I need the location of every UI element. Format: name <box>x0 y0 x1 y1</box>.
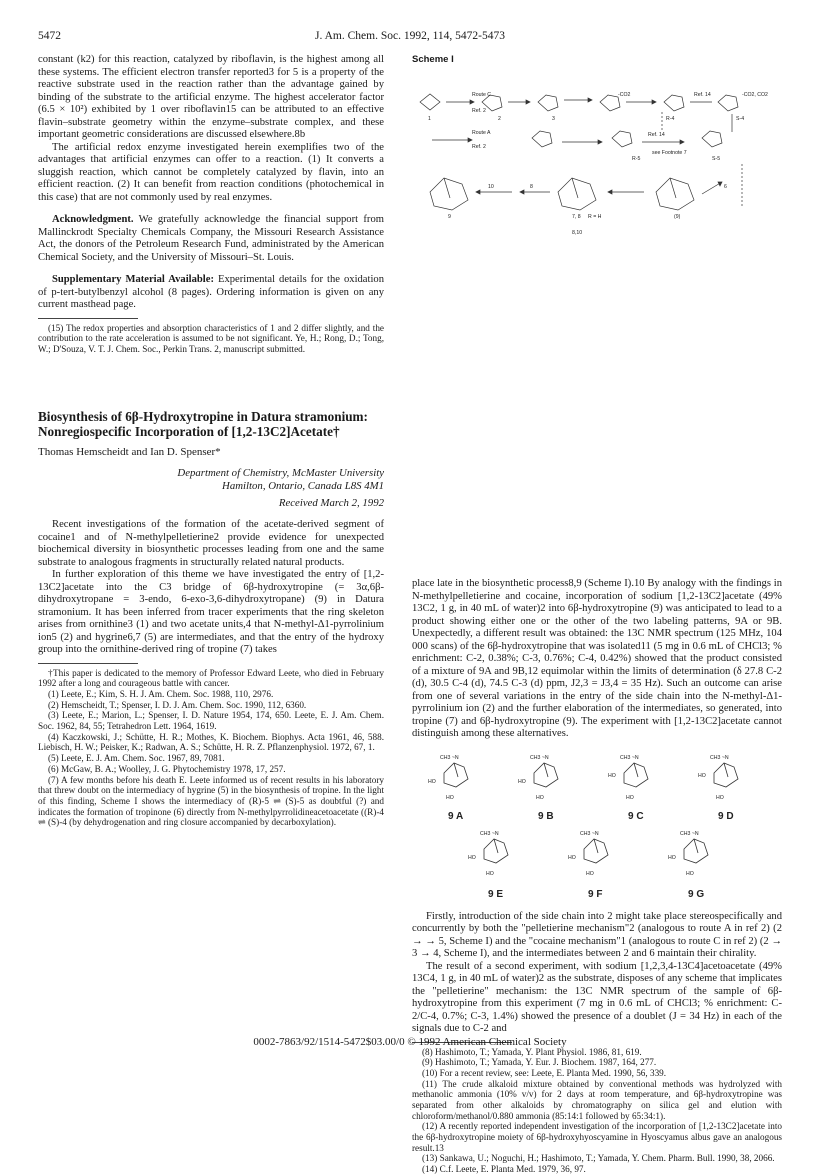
paragraph: Firstly, introduction of the side chain into 2 might take place stereospecifically and concurrently by both the "pelletierine mechanism"2 (analogous to route A in ref 2) (2 → → 5, Scheme I) and the "cocaine mechanism"1 (analogous to route C in ref 2) (2 → 3 → 4, Scheme I), and the intermediates between 2 and 6 maintain their chirality. <box>412 910 782 959</box>
svg-text:CH3 ~N: CH3 ~N <box>480 830 499 837</box>
acknowledgment <box>38 214 384 264</box>
scheme-diagram <box>412 72 782 242</box>
n-methyl-label: CH3 ~N <box>440 754 459 761</box>
scheme-figure <box>412 54 782 574</box>
svg-text:8,10: 8,10 <box>572 230 583 236</box>
paragraph: Recent investigations of the formation of the acetate-derived segment of cocaine1 and of N-methylpelletierine2 provide evidence for unexpected biochemical diversity in biosynthetic processes leading from one and the same substrate to analogous fragments in structurally related natural products. <box>38 519 384 568</box>
svg-text:CH3 ~N: CH3 ~N <box>620 754 639 761</box>
svg-text:HO: HO <box>428 778 436 785</box>
right-column <box>412 578 782 1175</box>
svg-text:3: 3 <box>552 116 555 122</box>
footnotes-right <box>412 1047 782 1175</box>
scheme-labels <box>428 92 768 236</box>
svg-text:CH3 ~N: CH3 ~N <box>530 754 549 761</box>
footnote: (13) Sankawa, U.; Noguchi, H.; Hashimoto, T.; Yamada, Y. Chem. Pharm. Bull. 1990, 38, 2066. <box>422 1153 775 1164</box>
affiliation-line: Hamilton, Ontario, Canada L8S 4M1 <box>222 479 384 492</box>
footnotes-bottom <box>38 668 384 828</box>
article-title: Biosynthesis of 6β-Hydroxytropine in Datura stramonium: Nonregiospecific Incorporation of [1,2-13C2]Acetate† <box>38 408 368 440</box>
page-number: 5472 <box>38 30 61 42</box>
structure-figure <box>412 749 782 905</box>
svg-text:see Footnote 7: see Footnote 7 <box>652 150 687 156</box>
svg-text:HO: HO <box>486 870 494 877</box>
footnote: (8) Hashimoto, T.; Yamada, Y. Plant Physiol. 1986, 81, 619. <box>422 1046 642 1057</box>
footnotes-top <box>38 323 384 355</box>
svg-text:HO: HO <box>468 854 476 861</box>
structure-label-9d: 9 D <box>718 810 734 822</box>
svg-text:HO: HO <box>608 772 616 779</box>
footnote: †This paper is dedicated to the memory of Professor Edward Leete, who died in February 1992 after a long and courageous battle with cancer. <box>38 667 384 689</box>
paragraph: constant (k2) for this reaction, catalyzed by riboflavin, is the highest among all these systems. The efficient electron transfer reported3 for 5 is a property of the reactive substrate used in the reaction rather than the advantage gained by binding of the substrate to the artificial enzyme. The highest accelerator factor (6.5 × 10²) exhibited by 1 over riboflavin15 can be attributed to an effective flavin–substrate geometry within the enzyme–substrate complex, and these important geometric considerations are discussed elsewhere.8b <box>38 54 384 140</box>
footnote: (7) A few months before his death E. Leete informed us of recent results in his laboratory that threw doubt on the intermediacy of hygrine (5) in the biosynthesis of tropine. In the light of this finding, Scheme I shows the intermediacy of (R)-5 ⇌ (S)-5 as doubtful (?) and indicates the formation of tropinone (6) directly from N-methylpyrrolidineacetoacetate ((R)-4 ⇌ (S)-4 (by dehydrogenation and ring closure accompanied by decarboxylation). <box>38 774 384 828</box>
footnote: (10) For a recent review, see: Leete, E. Planta Med. 1990, 56, 339. <box>422 1067 667 1078</box>
page-footer: 0002-7863/92/1514-5472$03.00/0 © 1992 American Chemical Society <box>253 1036 567 1048</box>
paragraph: The result of a second experiment, with sodium [1,2,3,4-13C4]acetoacetate (49% 13C4, 1 g, in 40 mL of water)2 as the substrate, disposes of any scheme that implicates the "pelletierine" mechanism: the 13C NMR spectrum of the sample of 6β-hydroxytropine from this experiment (7 mg in 0.6 mL of CHCl3; % enrichment: C-2/C-4, 0.7%; C-3, 1.4%) showed the presence of a doublet (J = 34 Hz) in each of the signals due to C-2 and <box>412 960 782 1034</box>
paragraph: The artificial redox enzyme investigated herein exemplifies two of the advantages that artificial enzymes can offer to a reaction. (1) It converts a sluggish reaction, which cannot be completely catalyzed by flavin, into an efficient reaction. (2) It can benefit from reaction conditions (photochemical in this case) that are not commonly used by real enzymes. <box>38 141 384 203</box>
footnote: (4) Kaczkowski, J.; Schütte, H. R.; Mothes, K. Biochem. Biophys. Acta 1961, 46, 588. Liebisch, H. W.; Peisker, K.; Radwan, A. S.; Schütte, H. R. Z. Pflanzenphysiol. 1972, 67, 1. <box>38 731 384 753</box>
svg-text:Ref. 2: Ref. 2 <box>472 108 486 114</box>
footnote: (2) Hemscheidt, T.; Spenser, I. D. J. Am. Chem. Soc. 1990, 112, 6360. <box>48 699 307 710</box>
structure-label-9f: 9 F <box>588 888 603 900</box>
svg-text:Route C: Route C <box>472 92 492 98</box>
svg-text:-CO2: -CO2 <box>618 92 631 98</box>
paragraph: place late in the biosynthetic process8,9 (Scheme I).10 By analogy with the findings in N-methylpelletierine and cocaine, incorporation of sodium [1,2-13C2]acetate (49% 13C2, 1 g, in 40 mL of water)2 into 6β-hydroxytropine (9) was anticipated to lead to a product showing either one or the other of the two labeling patterns, 9A or 9B. Unexpectedly, a different result was obtained: the 13C NMR spectrum (125 MHz, 104 000 scans) of the 6β-hydroxytropine that was isolated11 (5 mg in 0.6 mL of CHCl3; % enrichment: C-2, 0.38%; C-3, 0.76%; C-4, 0.42%) showed that the product consisted of a mixture of 9A and 9B,12 equimolar within the limits of determination (δ 27.8 C-2 (d), 30.5 C-4 (d), 74.5 C-3 (d) ppm, J2,3 = J3,4 = 35 Hz). Such an outcome can arise from one of several variations in the entry of the side chain into the N-methyl-Δ1-pyrrolinium ion (2) and the further elaboration of the intermediates, so generated, into tropine (7) and 6β-hydroxytropine (9). The experiment with [1,2-13C2]acetate cannot distinguish among these alternatives. <box>412 578 782 739</box>
svg-text:CH3 ~N: CH3 ~N <box>710 754 729 761</box>
footnote: (14) C.f. Leete, E. Planta Med. 1979, 36, 97. <box>422 1163 586 1174</box>
supplementary-material <box>38 274 384 312</box>
svg-text:Ref. 14: Ref. 14 <box>648 132 665 138</box>
structure-labels <box>428 755 734 900</box>
received-date: Received March 2, 1992 <box>278 496 384 509</box>
svg-text:HO: HO <box>686 870 694 877</box>
svg-text:Ref. 14: Ref. 14 <box>694 92 711 98</box>
svg-text:HO: HO <box>518 778 526 785</box>
svg-text:10: 10 <box>488 184 494 190</box>
running-header <box>38 30 782 46</box>
svg-text:HO: HO <box>698 772 706 779</box>
svg-text:Route A: Route A <box>472 130 491 136</box>
svg-text:HO: HO <box>668 854 676 861</box>
supplementary-text: Experimental details for the oxidation of p-tert-butylbenzyl alcohol (8 pages). Ordering information is given on any current masthead page. <box>38 274 384 310</box>
svg-text:-CO2, CO2: -CO2, CO2 <box>742 92 768 98</box>
footnote: (15) The redox properties and absorption characteristics of 1 and 2 differ slightly, and the contribution to the rate acceleration is assumed to be not significant. Ye, H.; Rong, D.; Tong, W.; D'Souza, V. T. J. Chem. Soc., Perkin Trans. 2, manuscript submitted. <box>38 322 384 354</box>
acknowledgment-label: Acknowledgment. <box>52 214 134 225</box>
affiliation <box>38 467 384 493</box>
svg-text:CH3 ~N: CH3 ~N <box>580 830 599 837</box>
footnote-rule <box>38 318 138 319</box>
footnote: (1) Leete, E.; Kim, S. H. J. Am. Chem. Soc. 1988, 110, 2976. <box>48 689 274 700</box>
footnote: (9) Hashimoto, T.; Yamada, Y. Eur. J. Biochem. 1987, 164, 277. <box>422 1057 657 1068</box>
svg-text:9: 9 <box>448 214 451 220</box>
authors: Thomas Hemscheidt and Ian D. Spenser* <box>38 445 221 458</box>
svg-text:HO: HO <box>716 794 724 801</box>
structure-label-9a: 9 A <box>448 810 464 822</box>
svg-text:R-4: R-4 <box>666 116 675 122</box>
svg-text:HO: HO <box>536 794 544 801</box>
acknowledgment-text: We gratefully acknowledge the financial support from Mallinckrodt Specialty Chemicals Company, the Missouri Research Assistance Act, the donors of the Petroleum Research Fund, administrated by the American Chemical Society, and the University of Missouri–St. Louis. <box>38 214 384 263</box>
svg-text:1: 1 <box>428 116 431 122</box>
scheme-title: Scheme I <box>412 54 454 65</box>
svg-text:S-5: S-5 <box>712 156 721 162</box>
footnote: (6) McGaw, B. A.; Woolley, J. G. Phytochemistry 1978, 17, 257. <box>48 763 286 774</box>
structure-label-9c: 9 C <box>628 810 644 822</box>
affiliation-line: Department of Chemistry, McMaster University <box>177 466 384 479</box>
svg-text:R = H: R = H <box>588 214 602 220</box>
svg-text:8: 8 <box>530 184 533 190</box>
structure-label-9e: 9 E <box>488 888 504 900</box>
svg-text:7, 8: 7, 8 <box>572 214 581 220</box>
svg-text:HO: HO <box>568 854 576 861</box>
footnote: (3) Leete, E.; Marion, L.; Spenser, I. D. Nature 1954, 174, 650. Leete, E. J. Am. Chem. Soc. 1962, 84, 55; Tetrahedron Lett. 1964, 1619. <box>38 710 384 732</box>
svg-text:HO: HO <box>626 794 634 801</box>
structure-label-9g: 9 G <box>688 888 705 900</box>
structure-row-1 <box>444 763 738 863</box>
structure-label-9b: 9 B <box>538 810 554 822</box>
svg-text:CH3 ~N: CH3 ~N <box>680 830 699 837</box>
svg-text:2: 2 <box>498 116 501 122</box>
svg-text:HO: HO <box>586 870 594 877</box>
svg-text:Ref. 2: Ref. 2 <box>472 144 486 150</box>
journal-citation: J. Am. Chem. Soc. 1992, 114, 5472-5473 <box>315 30 505 42</box>
footnote-rule <box>38 663 138 664</box>
left-column <box>38 54 384 828</box>
supplementary-label: Supplementary Material Available: <box>52 274 214 285</box>
footnote: (5) Leete, E. J. Am. Chem. Soc. 1967, 89, 7081. <box>48 753 225 764</box>
svg-text:(9): (9) <box>674 214 681 220</box>
svg-text:S-4: S-4 <box>736 116 745 122</box>
svg-text:R-5: R-5 <box>632 156 641 162</box>
svg-text:HO: HO <box>446 794 454 801</box>
footnote: (12) A recently reported independent investigation of the incorporation of [1,2-13C2]acetate into the 6β-hydroxytropine moiety of 6β-hydroxyhyoscyamine in Hyoscyamus albus gave an analogous result.13 <box>412 1121 782 1153</box>
footnote: (11) The crude alkaloid mixture obtained by conventional methods was hydrolyzed with methanolic ammonia (10% v/v) for 2 days at room temperature, and 6β-hydroxytropine was separated from other alkaloids by chromatography on silica gel and elution with chloroform/methanol/0.880 ammonia (85:14:1 followed by 65:34:1). <box>412 1078 782 1121</box>
svg-text:6: 6 <box>724 184 727 190</box>
paragraph: In further exploration of this theme we have investigated the entry of [1,2-13C2]acetate into the C3 bridge of 6β-hydroxytropine (= 3α,6β-dihydroxytropane = 3-endo, 6-exo-3,6-dihydroxytropane) (9) in Datura stramonium. It has been inferred from tracer experiments that the ring skeleton arises from ornithine3 (1) and two acetate units,4 that N-methyl-Δ1-pyrrolinium ion5 (2) and hygrine6,7 (5) are intermediates, and that the entry of the hydroxy group into the ornithine-derived ring of tropine (7) takes <box>38 569 384 656</box>
